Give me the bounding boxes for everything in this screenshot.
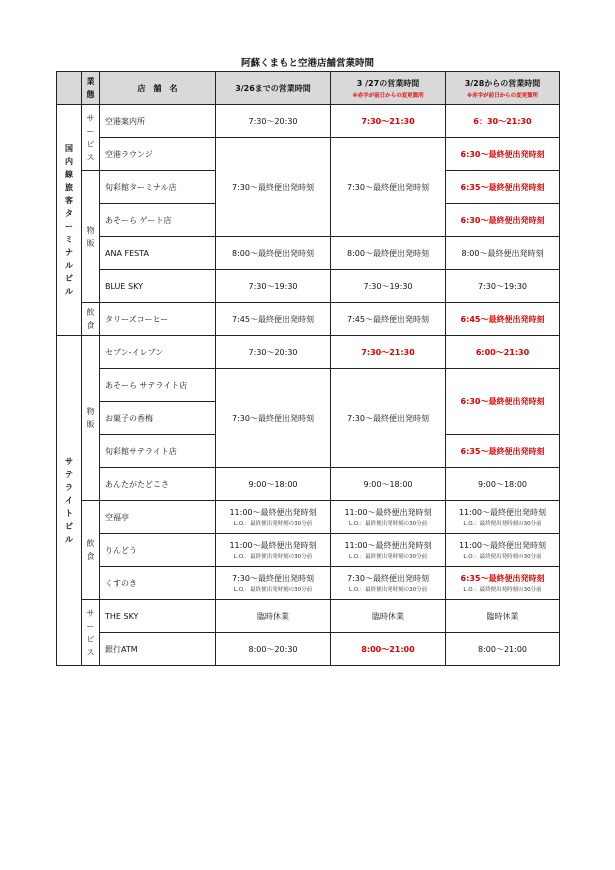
store-name: セブン-イレブン — [100, 336, 216, 369]
table-row — [57, 567, 560, 600]
store-name: あそーら ゲート店 — [100, 204, 216, 237]
table-row — [57, 237, 560, 270]
hours-cell: 8:00～20:30 — [216, 633, 331, 666]
col2-header: 3 /27の営業時間 ※赤字が前日からの変更箇所 — [331, 72, 446, 105]
store-name: THE SKY — [100, 600, 216, 633]
hours-cell: 7:30～20:30 — [216, 105, 331, 138]
store-name: BLUE SKY — [100, 270, 216, 303]
table-row — [57, 303, 560, 336]
hours-cell: 7:30～最終便出発時刻 — [331, 138, 446, 237]
category-service: サービス — [82, 105, 100, 171]
hours-cell: 8:00～最終便出発時刻 — [446, 237, 560, 270]
hours-cell: 7:30～最終便出発時刻 L.O.：最終便出発時刻の30分前 — [331, 567, 446, 600]
table-row — [57, 600, 560, 633]
store-name: タリーズコーヒー — [100, 303, 216, 336]
category-service: サービス — [82, 600, 100, 666]
category-retail: 物販 — [82, 336, 100, 501]
hours-cell: 7:30～最終便出発時刻 — [216, 369, 331, 468]
table-row — [57, 336, 560, 369]
hours-cell-changed: 6:00～21:30 — [446, 336, 560, 369]
hours-cell: 11:00～最終便出発時刻 L.O.：最終便出発時刻の30分前 — [216, 534, 331, 567]
category-retail: 物販 — [82, 171, 100, 303]
hours-cell: 臨時休業 — [216, 600, 331, 633]
store-name: お菓子の香梅 — [100, 402, 216, 435]
store-name: くすのき — [100, 567, 216, 600]
hours-cell-changed: 6:30～最終便出発時刻 — [446, 369, 560, 435]
hours-cell: 7:30～19:30 — [446, 270, 560, 303]
hours-cell: 7:45～最終便出発時刻 — [216, 303, 331, 336]
hours-cell: 8:00～最終便出発時刻 — [331, 237, 446, 270]
hours-cell: 11:00～最終便出発時刻 L.O.：最終便出発時刻の30分前 — [331, 534, 446, 567]
hours-cell: 7:30～19:30 — [331, 270, 446, 303]
building-satellite: サテライトビル — [57, 336, 82, 666]
hours-cell: 11:00～最終便出発時刻 L.O.：最終便出発時刻の30分前 — [446, 501, 560, 534]
hours-cell-changed: 6:35～最終便出発時刻 — [446, 435, 560, 468]
table-row — [57, 270, 560, 303]
table-row — [57, 501, 560, 534]
col1-header: 3/26までの営業時間 — [216, 72, 331, 105]
category-food: 飲食 — [82, 303, 100, 336]
hours-cell-changed: 6:35～最終便出発時刻 L.O.：最終便出発時刻の30分前 — [446, 567, 560, 600]
hours-cell: 臨時休業 — [331, 600, 446, 633]
hours-cell-changed: 6:30～最終便出発時刻 — [446, 204, 560, 237]
hours-cell-changed: 6:30～最終便出発時刻 — [446, 138, 560, 171]
table-row — [57, 105, 560, 138]
corner-cell — [57, 72, 82, 105]
table-row — [57, 633, 560, 666]
page-title: 阿蘇くまもと空港店舗営業時間 — [240, 58, 374, 69]
hours-cell-changed: 7:30～21:30 — [331, 105, 446, 138]
store-name: 空港案内所 — [100, 105, 216, 138]
hours-cell: 臨時休業 — [446, 600, 560, 633]
table-row — [57, 138, 560, 171]
store-name: 旬彩館サテライト店 — [100, 435, 216, 468]
building-domestic: 国内線旅客ターミナルビル — [57, 105, 82, 336]
store-name: りんどう — [100, 534, 216, 567]
hours-cell-changed: 6：30～21:30 — [446, 105, 560, 138]
store-name: 銀行ATM — [100, 633, 216, 666]
hours-cell: 7:30～20:30 — [216, 336, 331, 369]
hours-cell: 7:30～最終便出発時刻 — [331, 369, 446, 468]
store-name: あそーら サテライト店 — [100, 369, 216, 402]
col3-header: 3/28からの営業時間 ※赤字が前日からの変更箇所 — [446, 72, 560, 105]
header-row — [57, 72, 560, 105]
hours-cell-changed: 6:35～最終便出発時刻 — [446, 171, 560, 204]
store-name: 空港ラウンジ — [100, 138, 216, 171]
hours-cell-changed: 6:45～最終便出発時刻 — [446, 303, 560, 336]
hours-cell: 11:00～最終便出発時刻 L.O.：最終便出発時刻の30分前 — [446, 534, 560, 567]
store-header: 店 舗 名 — [100, 72, 216, 105]
hours-cell: 9:00～18:00 — [216, 468, 331, 501]
hours-cell: 9:00～18:00 — [331, 468, 446, 501]
table-row — [57, 534, 560, 567]
category-header: 業態 — [82, 72, 100, 105]
hours-cell: 11:00～最終便出発時刻 L.O.：最終便出発時刻の30分前 — [216, 501, 331, 534]
store-name: 空福亭 — [100, 501, 216, 534]
hours-table — [56, 71, 560, 666]
hours-cell: 7:30～最終便出発時刻 L.O.：最終便出発時刻の30分前 — [216, 567, 331, 600]
hours-cell: 8:00～最終便出発時刻 — [216, 237, 331, 270]
hours-cell: 9:00～18:00 — [446, 468, 560, 501]
table-row — [57, 468, 560, 501]
hours-cell-changed: 8:00～21:00 — [331, 633, 446, 666]
hours-cell: 7:45～最終便出発時刻 — [331, 303, 446, 336]
hours-cell: 7:30～19:30 — [216, 270, 331, 303]
category-food: 飲食 — [82, 501, 100, 600]
store-name: あんたがたどこさ — [100, 468, 216, 501]
hours-cell: 8:00～21:00 — [446, 633, 560, 666]
store-name: 旬彩館ターミナル店 — [100, 171, 216, 204]
table-row — [57, 369, 560, 402]
hours-cell: 11:00～最終便出発時刻 L.O.：最終便出発時刻の30分前 — [331, 501, 446, 534]
hours-cell: 7:30～最終便出発時刻 — [216, 138, 331, 237]
hours-cell-changed: 7:30～21:30 — [331, 336, 446, 369]
store-name: ANA FESTA — [100, 237, 216, 270]
